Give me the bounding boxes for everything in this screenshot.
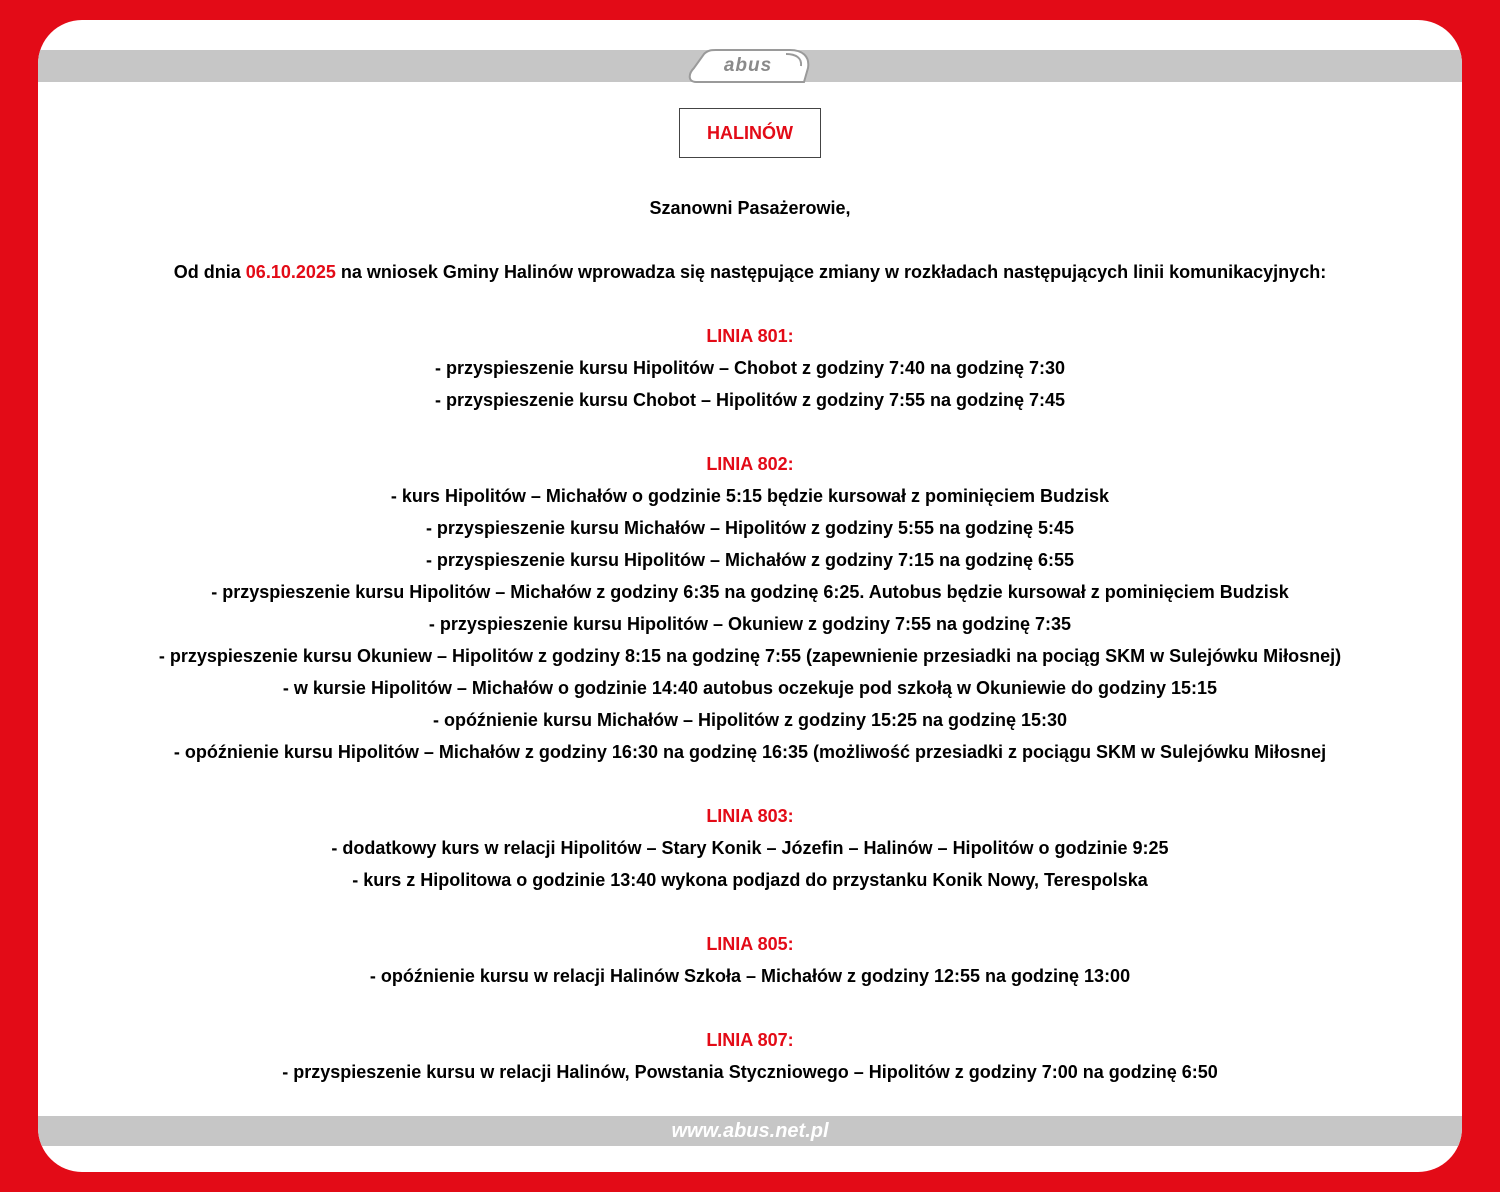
- logo-text: abus: [723, 55, 773, 76]
- line-change-item: - dodatkowy kurs w relacji Hipolitów – Stary Konik – Józefin – Halinów – Hipolitów o godzinie 9:25: [331, 838, 1169, 858]
- line-change-item: - w kursie Hipolitów – Michałów o godzinie 14:40 autobus oczekuje pod szkołą w Okuniewie do godziny 15:15: [282, 678, 1218, 698]
- line-change-item: - opóźnienie kursu w relacji Halinów Szkoła – Michałów z godziny 12:55 na godzinę 13:00: [369, 966, 1131, 986]
- intro-text-after: na wniosek Gminy Halinów wprowadza się następujące zmiany w rozkładach następujących linii komunikacyjnych:: [335, 262, 1327, 282]
- intro-paragraph: [38, 256, 1462, 288]
- line-change-item: - opóźnienie kursu Michałów – Hipolitów z godziny 15:25 na godzinę 15:30: [432, 710, 1068, 730]
- line-change-item: - przyspieszenie kursu Hipolitów – Chobot z godziny 7:40 na godzinę 7:30: [434, 358, 1066, 378]
- line-change-item: - przyspieszenie kursu w relacji Halinów, Powstania Styczniowego – Hipolitów z godziny 7:00 na godzinę 6:50: [282, 1062, 1218, 1082]
- line-change-item: - przyspieszenie kursu Hipolitów – Michałów z godziny 6:35 na godzinę 6:25. Autobus będzie kursował z pominięciem Budzisk: [211, 582, 1289, 602]
- line-change-item: - kurs z Hipolitowa o godzinie 13:40 wykona podjazd do przystanku Konik Nowy, Terespolska: [352, 870, 1148, 890]
- location-badge: HALINÓW: [679, 108, 821, 158]
- line-change-item: - opóźnienie kursu Hipolitów – Michałów z godziny 16:30 na godzinę 16:35 (możliwość przesiadki z pociągu SKM w Sulejówku Miłosnej: [173, 742, 1327, 762]
- line-change-item: - przyspieszenie kursu Hipolitów – Michałów z godziny 7:15 na godzinę 6:55: [425, 550, 1075, 570]
- line-change-item: - przyspieszenie kursu Michałów – Hipolitów z godziny 5:55 na godzinę 5:45: [425, 518, 1075, 538]
- line-change-item: - przyspieszenie kursu Chobot – Hipolitów z godziny 7:55 na godzinę 7:45: [434, 390, 1066, 410]
- line-title: LINIA 803:: [706, 806, 794, 826]
- website-link[interactable]: www.abus.net.pl: [671, 1120, 829, 1142]
- line-title: LINIA 802:: [706, 454, 794, 474]
- line-change-item: - przyspieszenie kursu Okuniew – Hipolitów z godziny 8:15 na godzinę 7:55 (zapewnienie przesiadki na pociąg SKM w Sulejówku Miłosnej): [158, 646, 1342, 666]
- greeting: Szanowni Pasażerowie,: [649, 198, 851, 218]
- abus-logo: [686, 48, 810, 84]
- notice-card: [38, 20, 1462, 1172]
- line-title: LINIA 801:: [706, 326, 794, 346]
- intro-text-before: Od dnia: [173, 262, 246, 282]
- effective-date: 06.10.2025: [245, 262, 336, 282]
- line-title: LINIA 807:: [706, 1030, 794, 1050]
- notice-content: [38, 192, 1462, 1088]
- lines-list: [38, 288, 1462, 1088]
- line-change-item: - przyspieszenie kursu Hipolitów – Okuniew z godziny 7:55 na godzinę 7:35: [428, 614, 1072, 634]
- line-title: LINIA 805:: [706, 934, 794, 954]
- line-change-item: - kurs Hipolitów – Michałów o godzinie 5:15 będzie kursował z pominięciem Budzisk: [390, 486, 1110, 506]
